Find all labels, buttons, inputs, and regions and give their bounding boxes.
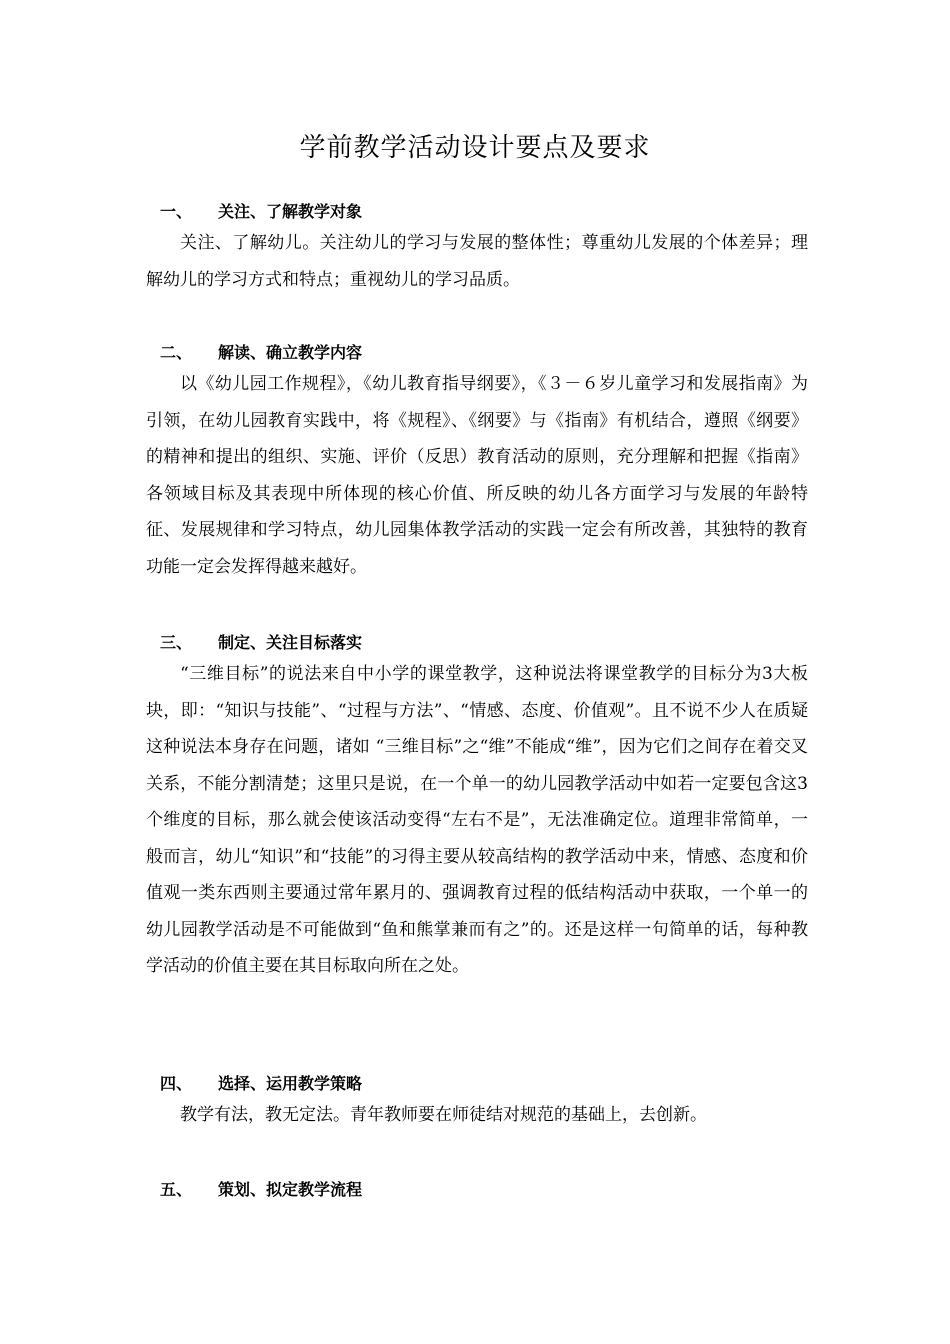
section-number: 四、 xyxy=(160,1074,193,1093)
section-number: 二、 xyxy=(160,343,193,362)
document-title: 学前教学活动设计要点及要求 xyxy=(299,133,651,163)
section-heading-text: 选择、运用教学策略 xyxy=(218,1074,363,1093)
section-1 xyxy=(146,199,808,298)
section-heading-text: 策划、拟定教学流程 xyxy=(218,1180,363,1199)
section-heading xyxy=(146,1177,808,1203)
section-heading xyxy=(146,1071,808,1097)
section-body: 教学有法，教无定法。青年教师要在师徒结对规范的基础上，去创新。 xyxy=(180,1105,707,1125)
section-number: 一、 xyxy=(160,202,193,221)
section-heading xyxy=(146,630,808,656)
section-heading-text: 关注、了解教学对象 xyxy=(218,202,363,221)
section-heading-text: 解读、确立教学内容 xyxy=(218,343,363,362)
section-heading xyxy=(146,199,808,225)
section-number: 三、 xyxy=(160,633,193,652)
section-body: “三维目标”的说法来自中小学的课堂教学，这种说法将课堂教学的目标分为3大板块，即：“知识与技能”、“过程与方法”、“情感、态度、价值观”。且不说不少人在质疑这种说法本身存在问题，诸如 “三维目标”之“维”不能成“维”，因为它们之间存在着交叉关系，不能分割清楚；这里只是说，在一个单一的幼儿园教学活动中如若一定要包含这3个维度的目标，那么就会使该活动变得“左右不是”，无法准确定位。道理非常简单，一般而言，幼儿“知识”和“技能”的习得主要从较高结构的教学活动中来，情感、态度和价值观一类东西则主要通过常年累月的、强调教育过程的低结构活动中获取，一个单一的幼儿园教学活动是不可能做到“鱼和熊掌兼而有之”的。还是这样一句简单的话，每种教学活动的价值主要在其目标取向所在之处。 xyxy=(146,664,808,976)
section-body: 关注、了解幼儿。关注幼儿的学习与发展的整体性；尊重幼儿发展的个体差异；理解幼儿的学习方式和特点；重视幼儿的学习品质。 xyxy=(146,233,808,290)
section-5 xyxy=(146,1177,808,1203)
section-body: 以《幼儿园工作规程》，《幼儿教育指导纲要》，《３－６岁儿童学习和发展指南》为引领，在幼儿园教育实践中，将《规程》、《纲要》与《指南》有机结合，遵照《纲要》的精神和提出的组织、实施、评价（反思）教育活动的原则，充分理解和把握《指南》各领域目标及其表现中所体现的核心价值、所反映的幼儿各方面学习与发展的年龄特征、发展规律和学习特点，幼儿园集体教学活动的实践一定会有所改善，其独特的教育功能一定会发挥得越来越好。 xyxy=(146,374,808,577)
section-2 xyxy=(146,340,808,585)
section-heading xyxy=(146,340,808,366)
section-number: 五、 xyxy=(160,1180,193,1199)
section-heading-text: 制定、关注目标落实 xyxy=(218,633,363,652)
section-4 xyxy=(146,1071,808,1134)
section-3 xyxy=(146,630,808,985)
